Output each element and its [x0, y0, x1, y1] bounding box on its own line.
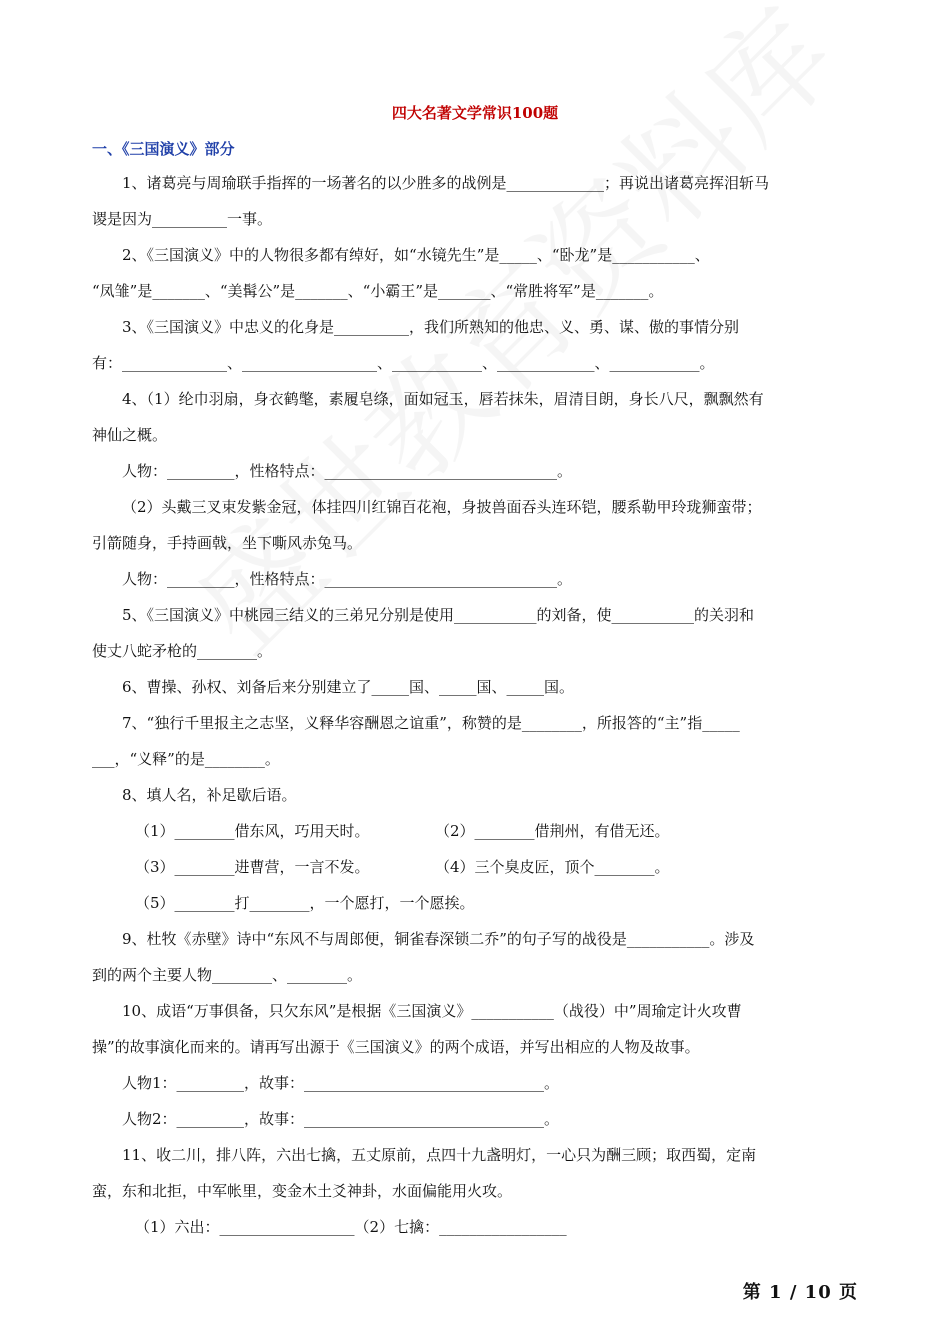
- question-line: 蛮，东和北拒，中军帐里，变金木土爻神卦，水面偏能用火攻。: [92, 1182, 513, 1200]
- question-line: 11、收二川，排八阵，六出七擒，五丈原前，点四十九盏明灯，一心只为酬三顾；取西蜀，定南: [122, 1146, 757, 1164]
- page-number: 第 1 / 10 页: [742, 1282, 858, 1303]
- question-line: 8、填人名，补足歇后语。: [122, 786, 297, 804]
- question-line: 操”的故事演化而来的。请再写出源于《三国演义》的两个成语，并写出相应的人物及故事。: [92, 1038, 700, 1056]
- question-line: 神仙之概。: [92, 426, 168, 444]
- question-line: 9、杜牧《赤壁》诗中“东风不与周郎便，铜雀春深锁二乔”的句子写的战役是___________。涉及: [122, 930, 755, 948]
- question-line: 谡是因为__________一事。: [92, 210, 273, 228]
- question-line: 5、《三国演义》中桃园三结义的三弟兄分别是使用___________的刘备，使___________的关羽和: [122, 606, 755, 624]
- question-line: 人物2：_________，故事：________________________________。: [122, 1110, 560, 1128]
- question-line: 2、《三国演义》中的人物很多都有绰好，如“水镜先生”是_____、“卧龙”是___________、: [122, 246, 710, 264]
- question-line: 1、诸葛亮与周瑜联手指挥的一场著名的以少胜多的战例是_____________；再说出诸葛亮挥泪斩马: [122, 174, 770, 192]
- question-line: 人物1：_________，故事：________________________________。: [122, 1074, 560, 1092]
- idiom-pair-row: [92, 813, 858, 849]
- question-line: 引箭随身，手持画戟，坐下嘶风赤兔马。: [92, 534, 363, 552]
- question-line: （2）头戴三叉束发紫金冠，体挂四川红锦百花袍，身披兽面吞头连环铠，腰系勒甲玲珑狮蛮带；: [122, 498, 762, 516]
- idiom-pair-row: [92, 849, 858, 885]
- question-line: “凤雏”是_______、“美髯公”是_______、“小霸王”是_______、“常胜将军”是_______。: [92, 282, 664, 300]
- section-heading: 一、《三国演义》部分: [92, 140, 235, 158]
- idiom-item: （1）________借东风，巧用天时。: [135, 822, 370, 840]
- question-line: 使丈八蛇矛枪的________。: [92, 642, 273, 660]
- question-line: 3、《三国演义》中忠义的化身是__________，我们所熟知的他忠、义、勇、谋、傲的事情分别: [122, 318, 740, 336]
- question-line: （1）六出：__________________（2）七擒：_________________: [135, 1218, 567, 1236]
- question-list: [92, 165, 858, 1245]
- idiom-item: （3）________进曹营，一言不发。: [135, 858, 370, 876]
- idiom-item: （2）________借荆州，有借无还。: [435, 822, 670, 840]
- question-line: 6、曹操、孙权、刘备后来分别建立了_____国、_____国、_____国。: [122, 678, 575, 696]
- question-line: （5）________打________，一个愿打，一个愿挨。: [135, 894, 475, 912]
- question-line: 有：______________、__________________、____________、_____________、____________。: [92, 354, 715, 372]
- question-line: 7、“独行千里报主之志坚，义释华容酬恩之谊重”，称赞的是________，所报答的“主”指_____: [122, 714, 740, 732]
- document-title: 四大名著文学常识100题: [391, 104, 559, 122]
- question-line: 4、（1）纶巾羽扇，身衣鹤氅，素履皂绦，面如冠玉，唇若抹朱，眉清目朗，身长八尺，飘飘然有: [122, 390, 764, 408]
- question-line: 到的两个主要人物________、________。: [92, 966, 363, 984]
- idiom-item: （4）三个臭皮匠，顶个________。: [435, 858, 670, 876]
- question-line: 人物：_________，性格特点：_______________________________。: [122, 570, 573, 588]
- question-line: 10、成语“万事俱备，只欠东风”是根据《三国演义》___________（战役）中”周瑜定计火攻曹: [122, 1002, 742, 1020]
- question-line: 人物：_________，性格特点：_______________________________。: [122, 462, 573, 480]
- question-line: ___，“义释”的是________。: [92, 750, 280, 768]
